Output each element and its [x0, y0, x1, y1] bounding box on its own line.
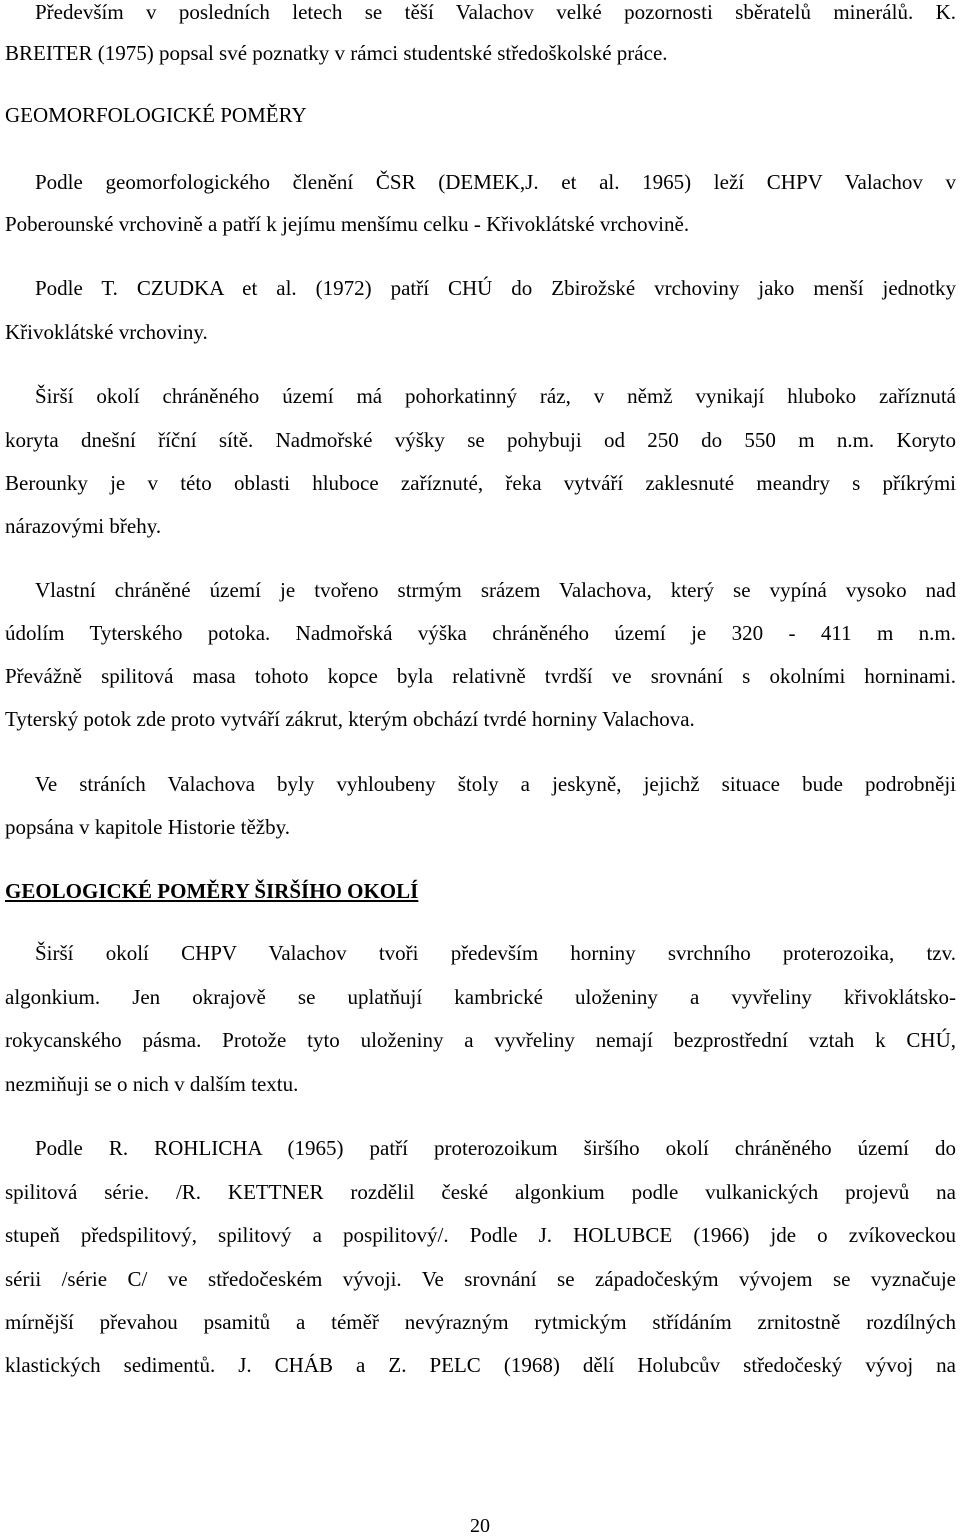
text-line: popsána v kapitole Historie těžby.: [5, 815, 290, 839]
text-line: Vlastní chráněné území je tvořeno strmým srázem Valachova, který se vypíná vysoko nad: [35, 578, 956, 602]
text-line: BREITER (1975) popsal své poznatky v rámci studentské středoškolské práce.: [5, 41, 668, 65]
text-line: Ve stráních Valachova byly vyhloubeny štoly a jeskyně, jejichž situace bude podrobněji: [35, 772, 956, 796]
section-heading: GEOMORFOLOGICKÉ POMĚRY: [5, 103, 307, 127]
page-number: 20: [470, 1515, 490, 1537]
text-line: údolím Tyterského potoka. Nadmořská výška chráněného území je 320 - 411 m n.m.: [5, 621, 956, 645]
text-line: klastických sedimentů. J. CHÁB a Z. PELC (1968) dělí Holubcův středočeský vývoj na: [5, 1353, 956, 1377]
text-line: Převážně spilitová masa tohoto kopce byla relativně tvrdší ve srovnání s okolními horninami.: [5, 664, 956, 688]
text-line: sérii /série C/ ve středočeském vývoji. Ve srovnání se západočeským vývojem se vyznačuje: [5, 1267, 956, 1291]
text-line: Berounky je v této oblasti hluboce zaříznuté, řeka vytváří zaklesnuté meandry s příkrými: [5, 471, 956, 495]
text-line: spilitová série. /R. KETTNER rozdělil české algonkium podle vulkanických projevů na: [5, 1180, 956, 1204]
text-line: Širší okolí chráněného území má pohorkatinný ráz, v němž vynikají hluboko zaříznutá: [35, 384, 956, 408]
section-heading: GEOLOGICKÉ POMĚRY ŠIRŠÍHO OKOLÍ: [5, 879, 419, 903]
text-line: Tyterský potok zde proto vytváří zákrut, kterým obchází tvrdé horniny Valachova.: [5, 707, 695, 731]
text-line: Především v posledních letech se těší Valachov velké pozornosti sběratelů minerálů. K.: [35, 0, 956, 24]
text-line: algonkium. Jen okrajově se uplatňují kambrické uloženiny a vyvřeliny křivoklátsko-: [5, 985, 956, 1009]
text-line: Podle geomorfologického členění ČSR (DEMEK,J. et al. 1965) leží CHPV Valachov v: [35, 170, 956, 194]
text-line: rokycanského pásma. Protože tyto uloženiny a vyvřeliny nemají bezprostřední vztah k CHÚ,: [5, 1028, 956, 1052]
text-line: mírnější převahou psamitů a téměř nevýrazným rytmickým střídáním zrnitostně rozdílných: [5, 1310, 956, 1334]
text-line: Podle R. ROHLICHA (1965) patří proterozoikum širšího okolí chráněného území do: [35, 1136, 956, 1160]
text-line: nárazovými břehy.: [5, 514, 162, 538]
text-line: nezmiňuji se o nich v dalším textu.: [5, 1072, 299, 1096]
text-line: Poberounské vrchovině a patří k jejímu menšímu celku - Křivoklátské vrchovině.: [5, 212, 690, 236]
text-line: Podle T. CZUDKA et al. (1972) patří CHÚ do Zbirožské vrchoviny jako menší jednotky: [35, 276, 956, 300]
text-line: Křivoklátské vrchoviny.: [5, 320, 208, 344]
text-line: koryta dnešní říční sítě. Nadmořské výšky se pohybuji od 250 do 550 m n.m. Koryto: [5, 428, 956, 452]
text-line: Širší okolí CHPV Valachov tvoři především horniny svrchního proterozoika, tzv.: [35, 941, 956, 965]
text-line: stupeň předspilitový, spilitový a pospilitový/. Podle J. HOLUBCE (1966) jde o zvíkoveckou: [5, 1223, 956, 1247]
